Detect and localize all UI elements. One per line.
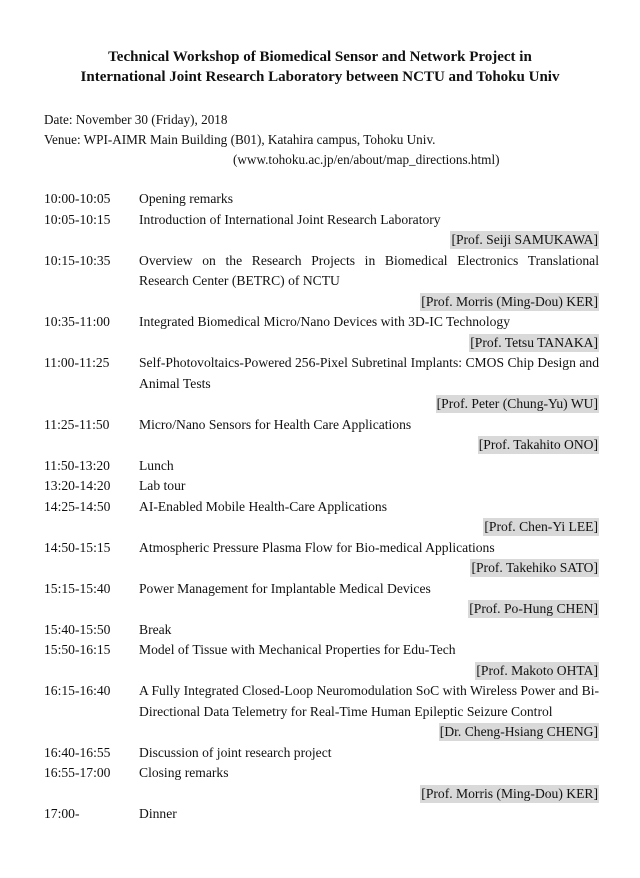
- speaker-line: [44, 435, 599, 456]
- session-time: 11:00-11:25: [44, 355, 110, 370]
- speaker-name: [Prof. Takahito ONO]: [478, 437, 598, 452]
- schedule-row: [44, 804, 599, 825]
- session-time: 16:40-16:55: [44, 744, 111, 760]
- venue-directions-url: (www.tohoku.ac.jp/en/about/map_directions.html): [233, 152, 500, 167]
- schedule-list: [44, 189, 599, 825]
- schedule-row: [44, 251, 599, 292]
- session-time: 13:20-14:20: [44, 478, 111, 493]
- schedule-entry: [44, 251, 599, 313]
- schedule-row: [44, 620, 599, 641]
- schedule-row: [44, 456, 599, 477]
- schedule-entry: [44, 538, 599, 579]
- speaker-line: [44, 784, 599, 805]
- schedule-entry: [44, 763, 599, 804]
- schedule-entry: [44, 743, 599, 764]
- schedule-entry: [44, 210, 599, 251]
- speaker-line: [44, 517, 599, 538]
- schedule-entry: [44, 640, 599, 681]
- session-time: 11:50-13:20: [44, 457, 110, 473]
- session-topic: Closing remarks: [139, 765, 229, 780]
- session-topic: A Fully Integrated Closed-Loop Neuromodulation SoC with Wireless Power and Bi-Directional Data Telemetry for Real-Time Human Epileptic Seizure Control: [139, 683, 599, 719]
- title-line-1: Technical Workshop of Biomedical Sensor and Network Project in: [108, 49, 532, 65]
- session-time: 11:25-11:50: [44, 416, 110, 432]
- session-topic: Discussion of joint research project: [139, 744, 332, 760]
- speaker-line: [44, 394, 599, 415]
- speaker-name: [Prof. Chen-Yi LEE]: [484, 519, 598, 534]
- schedule-entry: [44, 476, 599, 497]
- session-topic: Break: [139, 621, 172, 637]
- schedule-row: [44, 415, 599, 436]
- schedule-entry: [44, 353, 599, 415]
- schedule-entry: [44, 579, 599, 620]
- speaker-line: [44, 333, 599, 354]
- session-topic: Lab tour: [139, 478, 186, 493]
- session-time: 15:40-15:50: [44, 621, 111, 637]
- session-topic: Overview on the Research Projects in Biomedical Electronics Translational Research Center (BETRC) of NCTU: [139, 252, 599, 288]
- session-time: 10:15-10:35: [44, 252, 111, 268]
- schedule-row: [44, 189, 599, 210]
- schedule-entry: [44, 497, 599, 538]
- session-topic: Opening remarks: [139, 191, 233, 206]
- title-line-2: International Joint Research Laboratory between NCTU and Tohoku Univ: [80, 69, 560, 85]
- speaker-name: [Prof. Tetsu TANAKA]: [470, 334, 598, 350]
- speaker-name: [Prof. Morris (Ming-Dou) KER]: [421, 785, 598, 801]
- session-time: 16:55-17:00: [44, 765, 111, 780]
- session-topic: Micro/Nano Sensors for Health Care Applications: [139, 416, 412, 432]
- session-topic: Dinner: [139, 806, 177, 821]
- session-time: 14:50-15:15: [44, 539, 111, 555]
- schedule-row: [44, 497, 599, 518]
- session-time: 10:05-10:15: [44, 211, 111, 227]
- session-topic: Power Management for Implantable Medical Devices: [139, 580, 431, 596]
- event-date: Date: November 30 (Friday), 2018: [44, 112, 228, 127]
- session-topic: AI-Enabled Mobile Health-Care Applications: [139, 498, 388, 514]
- schedule-entry: [44, 415, 599, 456]
- schedule-entry: [44, 804, 599, 825]
- session-time: 10:35-11:00: [44, 314, 110, 329]
- session-topic: Model of Tissue with Mechanical Properties for Edu-Tech: [139, 642, 456, 657]
- session-time: 14:25-14:50: [44, 498, 111, 514]
- speaker-line: [44, 558, 599, 579]
- speaker-line: [44, 599, 599, 620]
- speaker-line: [44, 661, 599, 682]
- session-topic: Lunch: [139, 457, 174, 473]
- speaker-name: [Prof. Morris (Ming-Dou) KER]: [421, 293, 598, 309]
- schedule-row: [44, 579, 599, 600]
- schedule-entry: [44, 312, 599, 353]
- speaker-line: [44, 722, 599, 743]
- schedule-row: [44, 210, 599, 231]
- event-venue: Venue: WPI-AIMR Main Building (B01), Katahira campus, Tohoku Univ.: [44, 132, 436, 147]
- schedule-row: [44, 312, 599, 333]
- program-title: [0, 47, 640, 87]
- schedule-row: [44, 681, 599, 722]
- speaker-name: [Dr. Cheng-Hsiang CHENG]: [439, 724, 598, 739]
- schedule-entry: [44, 189, 599, 210]
- session-topic: Atmospheric Pressure Plasma Flow for Bio-medical Applications: [139, 539, 495, 555]
- speaker-name: [Prof. Makoto OHTA]: [476, 662, 598, 678]
- schedule-row: [44, 476, 599, 497]
- speaker-line: [44, 292, 599, 313]
- speaker-line: [44, 230, 599, 251]
- session-time: 17:00-: [44, 806, 80, 821]
- schedule-row: [44, 763, 599, 784]
- schedule-row: [44, 743, 599, 764]
- session-time: 10:00-10:05: [44, 191, 111, 206]
- speaker-name: [Prof. Peter (Chung-Yu) WU]: [436, 396, 598, 411]
- schedule-row: [44, 538, 599, 559]
- schedule-entry: [44, 456, 599, 477]
- session-topic: Integrated Biomedical Micro/Nano Devices with 3D-IC Technology: [139, 314, 511, 329]
- schedule-entry: [44, 681, 599, 743]
- session-time: 16:15-16:40: [44, 683, 111, 698]
- session-time: 15:50-16:15: [44, 642, 111, 657]
- schedule-row: [44, 640, 599, 661]
- schedule-row: [44, 353, 599, 394]
- session-topic: Introduction of International Joint Research Laboratory: [139, 211, 441, 227]
- speaker-name: [Prof. Po-Hung CHEN]: [469, 601, 598, 616]
- speaker-name: [Prof. Takehiko SATO]: [471, 560, 598, 575]
- session-time: 15:15-15:40: [44, 580, 111, 596]
- speaker-name: [Prof. Seiji SAMUKAWA]: [451, 232, 598, 247]
- schedule-entry: [44, 620, 599, 641]
- session-topic: Self-Photovoltaics-Powered 256-Pixel Subretinal Implants: CMOS Chip Design and Animal Tests: [139, 355, 599, 391]
